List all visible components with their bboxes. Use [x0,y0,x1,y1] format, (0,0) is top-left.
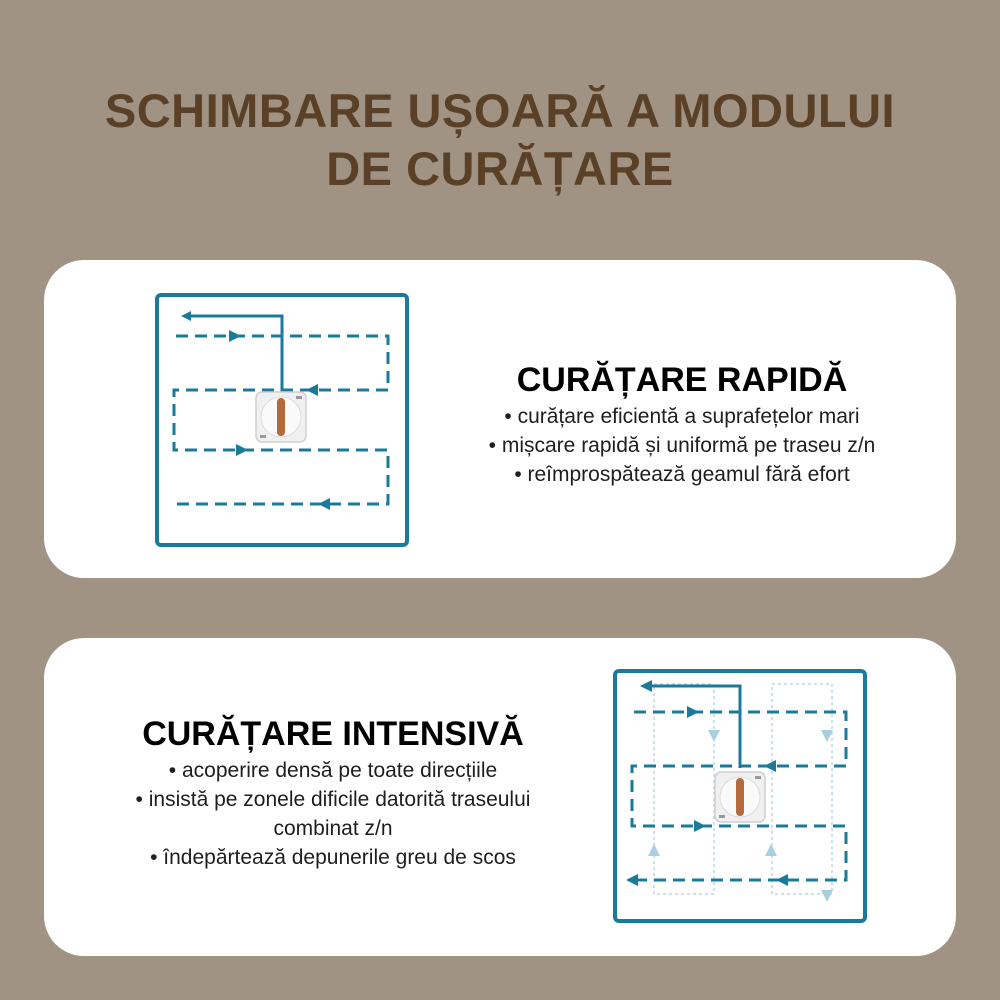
intensive-bullet-2: • insistă pe zonele dificile datorită traseului [135,788,531,811]
arrow-left-icon [318,498,330,510]
return-path [186,316,282,392]
arrow-right-icon [694,820,706,832]
intensive-cleaning-text [74,714,592,872]
arrow-left-icon [640,680,652,692]
rapid-bullet-1: • curățare eficientă a suprafețelor mari [504,405,860,428]
return-path [652,686,740,768]
arrow-down-icon [821,730,833,742]
rapid-bullet-2: • mișcare rapidă și uniformă pe traseu z/n [488,434,876,457]
intensive-cleaning-heading: CURĂȚARE INTENSIVĂ [142,715,524,753]
arrow-right-icon [236,444,248,456]
arrow-left-icon [764,760,776,772]
zigzag-path-diagram [154,292,412,550]
arrow-up-icon [648,844,660,856]
window-cleaning-robot-icon [715,772,765,822]
rapid-cleaning-card [44,260,956,578]
arrow-left-icon [776,874,788,886]
intensive-cleaning-card [44,638,956,956]
window-cleaning-robot-icon [256,392,306,442]
page-title-line-2: DE CURĂȚARE [326,142,674,195]
intensive-bullet-3: • îndepărtează depunerile greu de scos [150,846,516,869]
arrow-up-icon [765,844,777,856]
intensive-bullet-2-continued: combinat z/n [273,817,393,840]
rapid-cleaning-text [444,360,920,489]
arrow-right-icon [229,330,241,342]
page-title-line-1: SCHIMBARE UȘOARĂ A MODULUI [104,84,896,137]
arrow-left-icon [626,874,638,886]
rapid-cleaning-heading: CURĂȚARE RAPIDĂ [516,361,848,399]
intensive-bullet-1: • acoperire densă pe toate direcțiile [168,759,498,782]
rapid-bullet-3: • reîmprospătează geamul fără efort [514,463,850,486]
combined-path-diagram [612,668,868,924]
page-title [0,82,1000,198]
arrow-right-icon [687,706,699,718]
arrow-down-icon [708,730,720,742]
arrow-down-icon [821,890,833,902]
arrow-left-icon [306,384,318,396]
